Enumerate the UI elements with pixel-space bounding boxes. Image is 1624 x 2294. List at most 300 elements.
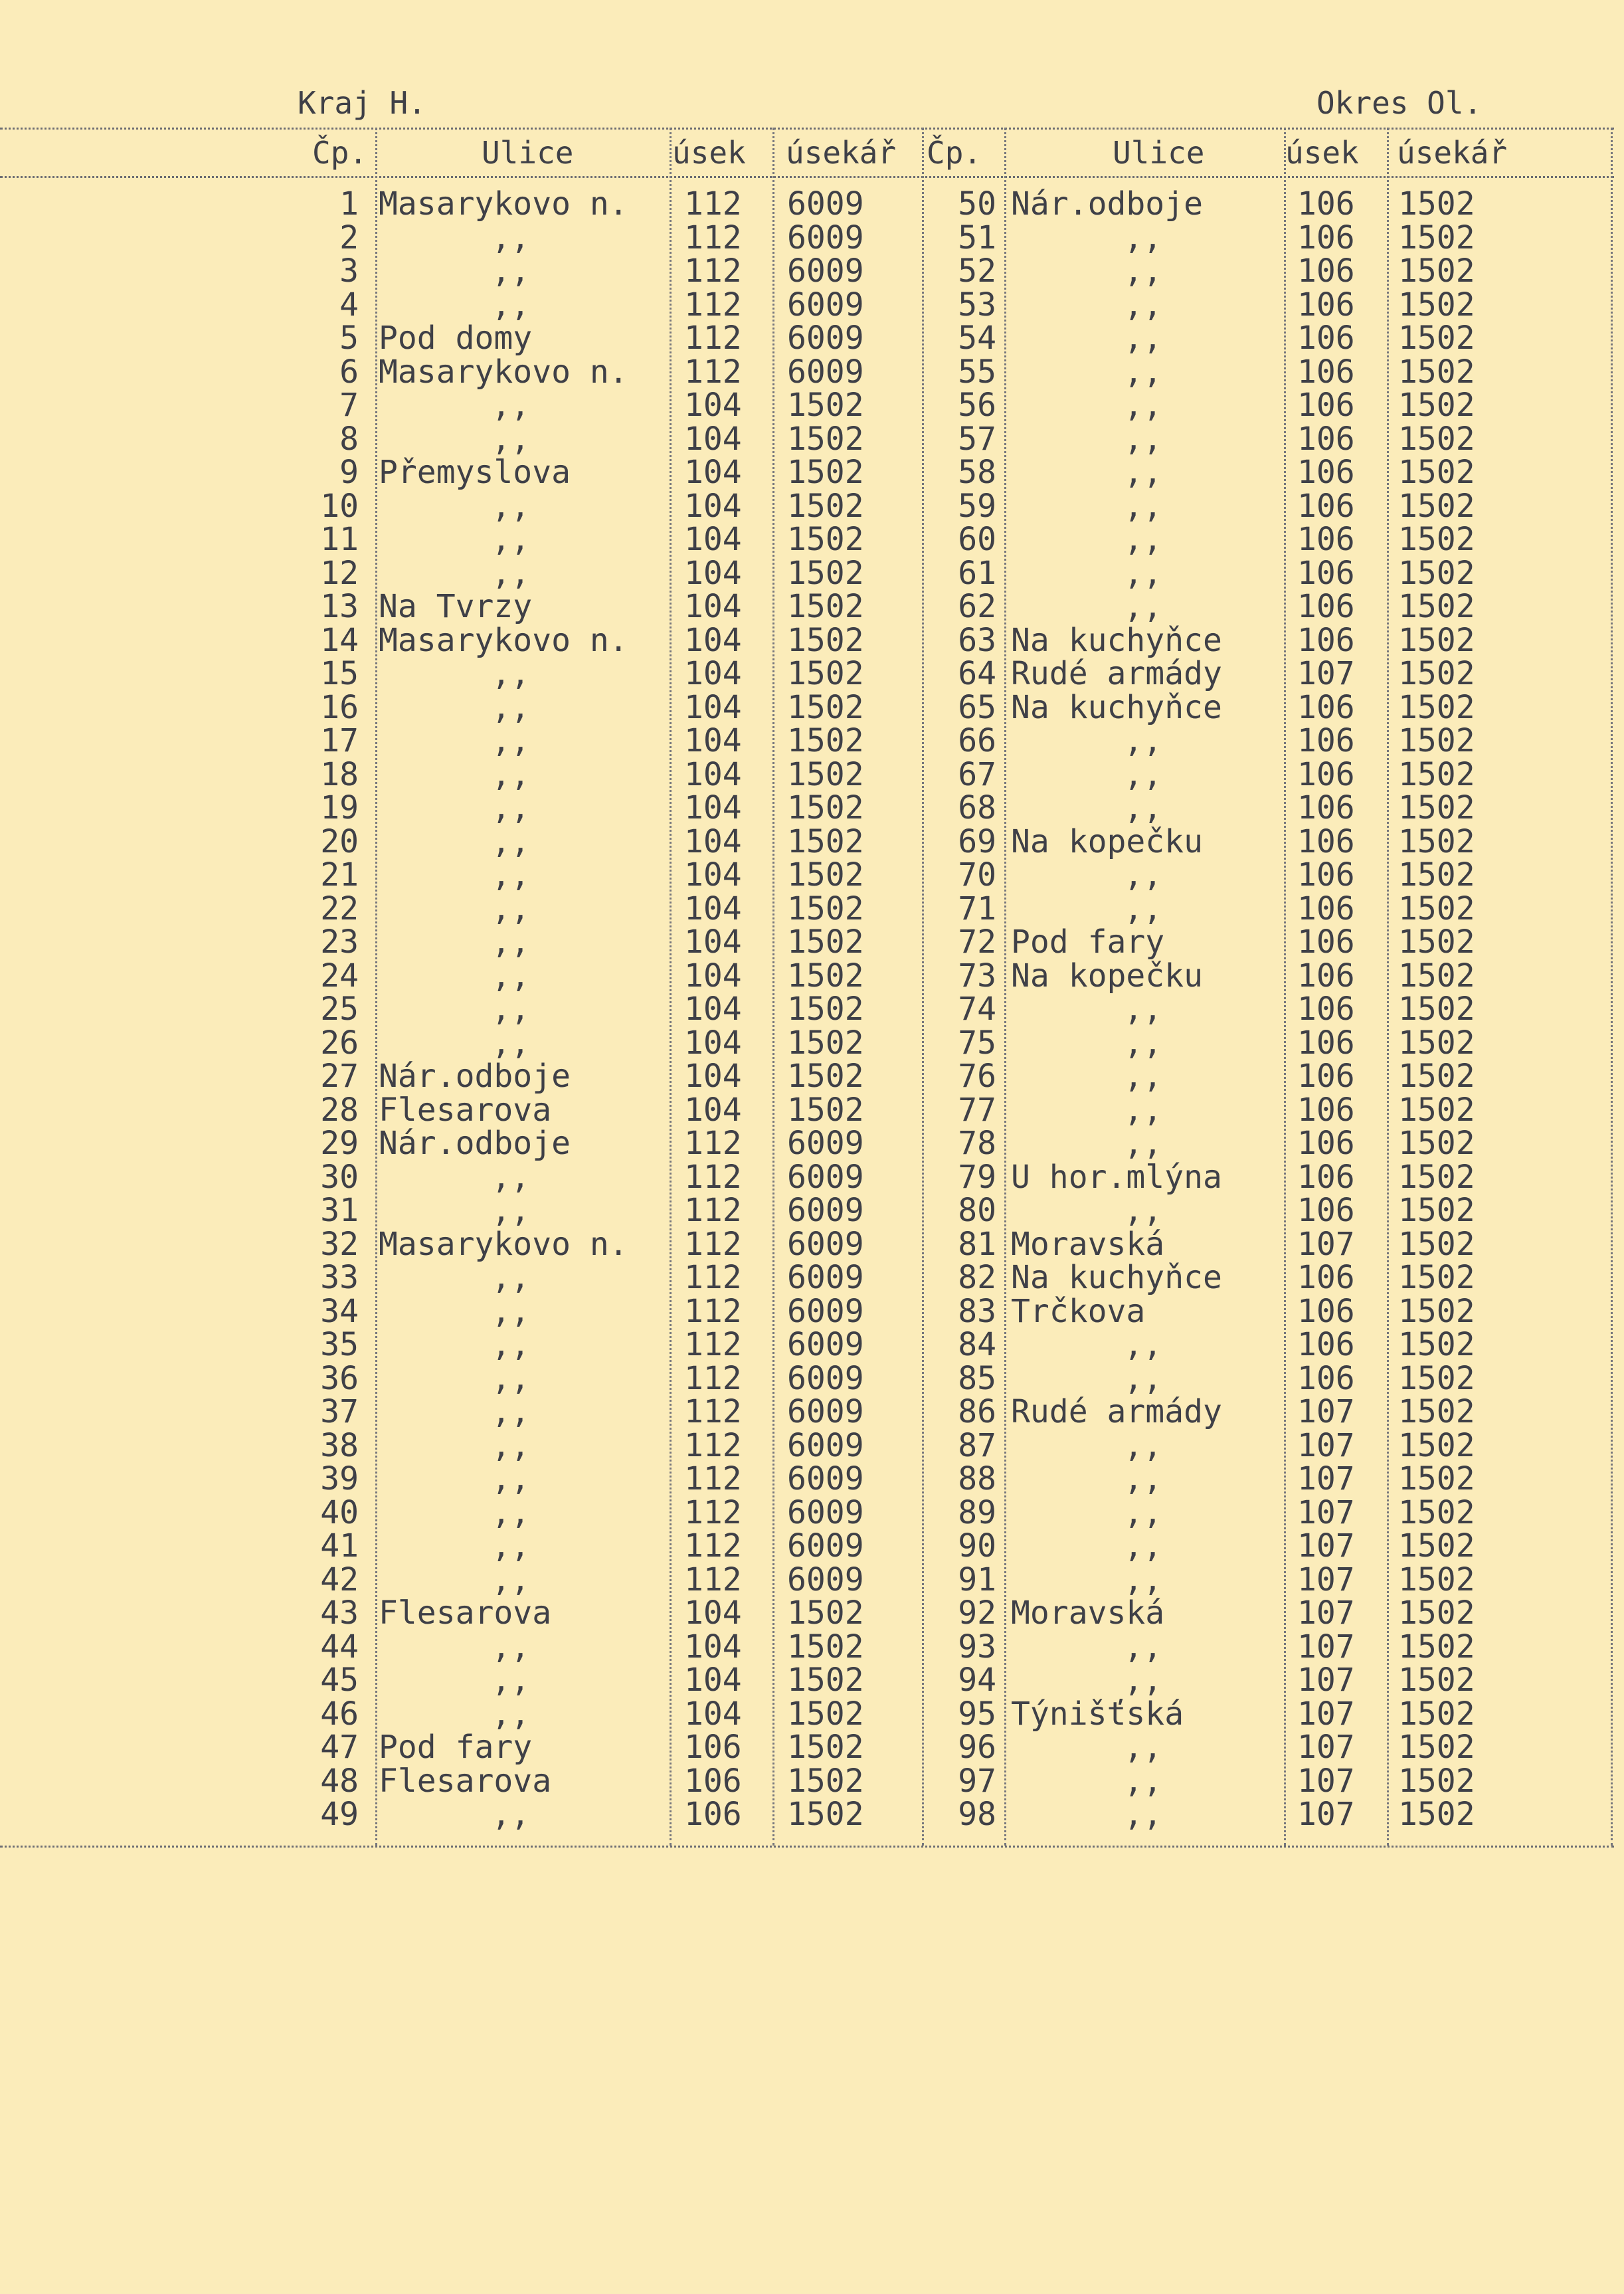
house-number-left: 12	[320, 554, 359, 592]
street-name-right: Pod fary	[1011, 923, 1165, 961]
usekar-value-right: 1502	[1398, 1493, 1475, 1531]
house-number-left: 36	[320, 1359, 359, 1397]
usekar-value-right: 1502	[1398, 688, 1475, 726]
usekar-value-right: 1502	[1398, 755, 1475, 793]
usekar-value-right: 1502	[1398, 1125, 1475, 1162]
table-row	[0, 322, 1624, 355]
table-row	[0, 1529, 1624, 1563]
street-name-right: ,,	[1124, 1729, 1162, 1766]
usekar-value-right: 1502	[1398, 1024, 1475, 1062]
usekar-value-left: 6009	[787, 1460, 864, 1497]
house-number-left: 6	[339, 353, 359, 391]
street-name-left: Nár.odboje	[379, 1125, 571, 1162]
street-name-left: ,,	[492, 1024, 530, 1062]
usek-value-right: 106	[1297, 454, 1355, 491]
usekar-value-left: 1502	[787, 1762, 864, 1800]
house-number-right: 76	[958, 1058, 996, 1095]
table-row	[0, 657, 1624, 691]
usek-value-right: 106	[1297, 789, 1355, 826]
usek-value-left: 104	[684, 789, 742, 826]
street-name-left: ,,	[492, 1662, 530, 1699]
street-name-right: ,,	[1124, 320, 1162, 357]
street-name-left: ,,	[492, 890, 530, 927]
usek-value-right: 107	[1297, 1426, 1355, 1464]
usekar-value-left: 6009	[787, 219, 864, 256]
usekar-value-left: 1502	[787, 923, 864, 961]
house-number-right: 82	[958, 1259, 996, 1296]
house-number-right: 95	[958, 1695, 996, 1733]
house-number-right: 71	[958, 890, 996, 927]
usekar-value-right: 1502	[1398, 521, 1475, 558]
usekar-value-right: 1502	[1398, 1561, 1475, 1598]
house-number-right: 50	[958, 185, 996, 223]
street-name-left: ,,	[492, 487, 530, 525]
street-name-right: ,,	[1124, 487, 1162, 525]
usekar-value-left: 6009	[787, 1259, 864, 1296]
table-row	[0, 1563, 1624, 1597]
table-row	[0, 755, 1624, 793]
usekar-value-left: 6009	[787, 1125, 864, 1162]
usekar-value-left: 1502	[787, 454, 864, 491]
street-name-left: ,,	[492, 1628, 530, 1666]
street-name-right: ,,	[1124, 1662, 1162, 1699]
street-name-left: ,,	[492, 1393, 530, 1430]
usekar-value-right: 1502	[1398, 1762, 1475, 1800]
street-name-left: ,,	[492, 1359, 530, 1397]
table-row	[0, 1359, 1624, 1397]
usekar-value-right: 1502	[1398, 420, 1475, 458]
street-name-left: ,,	[492, 420, 530, 458]
usek-value-left: 112	[684, 1326, 742, 1363]
usek-value-left: 112	[684, 1259, 742, 1296]
street-name-right: ,,	[1124, 1762, 1162, 1800]
table-row	[0, 1060, 1624, 1094]
usek-value-left: 112	[684, 219, 742, 256]
usek-value-left: 104	[684, 991, 742, 1028]
usek-value-left: 104	[684, 1628, 742, 1666]
house-number-right: 52	[958, 252, 996, 290]
house-number-left: 32	[320, 1225, 359, 1263]
house-number-right: 93	[958, 1628, 996, 1666]
table-row	[0, 1395, 1624, 1429]
street-name-right: ,,	[1124, 1527, 1162, 1565]
table-row	[0, 355, 1624, 389]
usek-value-right: 106	[1297, 1326, 1355, 1363]
usek-value-right: 106	[1297, 521, 1355, 558]
table-row	[0, 1664, 1624, 1697]
usekar-value-left: 1502	[787, 856, 864, 894]
usekar-value-left: 6009	[787, 1292, 864, 1330]
usek-value-right: 107	[1297, 1493, 1355, 1531]
house-number-left: 7	[339, 387, 359, 424]
house-number-left: 47	[320, 1729, 359, 1766]
house-number-left: 49	[320, 1796, 359, 1833]
usek-value-left: 104	[684, 1695, 742, 1733]
usek-value-left: 104	[684, 487, 742, 525]
house-number-left: 27	[320, 1058, 359, 1095]
street-name-right: ,,	[1124, 722, 1162, 759]
street-name-left: Na Tvrzy	[379, 588, 533, 625]
house-number-left: 45	[320, 1662, 359, 1699]
house-number-right: 85	[958, 1359, 996, 1397]
street-name-right: Rudé armády	[1011, 1393, 1222, 1430]
usekar-value-left: 6009	[787, 1158, 864, 1196]
usek-value-right: 106	[1297, 588, 1355, 625]
table-row	[0, 1194, 1624, 1228]
table-row	[0, 1127, 1624, 1161]
usek-value-right: 107	[1297, 1561, 1355, 1598]
house-number-left: 23	[320, 923, 359, 961]
col-header-ulice-left: Ulice	[482, 135, 574, 171]
usek-value-right: 106	[1297, 1292, 1355, 1330]
street-name-right: Na kopečku	[1011, 957, 1203, 995]
usek-value-left: 112	[684, 1125, 742, 1162]
street-name-left: ,,	[492, 1259, 530, 1296]
street-name-right: ,,	[1124, 521, 1162, 558]
house-number-right: 79	[958, 1158, 996, 1196]
usek-value-right: 106	[1297, 487, 1355, 525]
table-row	[0, 1762, 1624, 1800]
house-number-left: 28	[320, 1091, 359, 1129]
street-name-right: ,,	[1124, 219, 1162, 256]
col-header-usek-left: úsek	[672, 135, 746, 171]
usekar-value-left: 1502	[787, 588, 864, 625]
usekar-value-right: 1502	[1398, 1058, 1475, 1095]
usek-value-right: 107	[1297, 1796, 1355, 1833]
street-name-left: ,,	[492, 1527, 530, 1565]
usekar-value-right: 1502	[1398, 219, 1475, 256]
usekar-value-left: 1502	[787, 420, 864, 458]
col-header-usekar-left: úsekář	[786, 135, 897, 171]
house-number-right: 59	[958, 487, 996, 525]
usekar-value-right: 1502	[1398, 890, 1475, 927]
street-name-right: ,,	[1124, 1628, 1162, 1666]
usekar-value-right: 1502	[1398, 1460, 1475, 1497]
table-row	[0, 822, 1624, 860]
street-name-left: ,,	[492, 286, 530, 324]
street-name-left: ,,	[492, 923, 530, 961]
table-row	[0, 1426, 1624, 1464]
house-number-left: 8	[339, 420, 359, 458]
house-number-right: 80	[958, 1192, 996, 1229]
street-name-right: ,,	[1124, 286, 1162, 324]
usek-value-left: 112	[684, 1192, 742, 1229]
house-number-right: 65	[958, 688, 996, 726]
table-row	[0, 1596, 1624, 1630]
street-name-left: ,,	[492, 387, 530, 424]
usek-value-left: 104	[684, 1024, 742, 1062]
street-name-left: ,,	[492, 991, 530, 1028]
house-number-right: 74	[958, 991, 996, 1028]
usekar-value-right: 1502	[1398, 1326, 1475, 1363]
usekar-value-right: 1502	[1398, 722, 1475, 759]
house-number-right: 66	[958, 722, 996, 759]
usek-value-right: 106	[1297, 991, 1355, 1028]
street-name-left: ,,	[492, 755, 530, 793]
usekar-value-left: 1502	[787, 991, 864, 1028]
col-header-usek-right: úsek	[1285, 135, 1359, 171]
usekar-value-right: 1502	[1398, 991, 1475, 1028]
street-name-left: ,,	[492, 856, 530, 894]
house-number-left: 22	[320, 890, 359, 927]
usekar-value-left: 1502	[787, 890, 864, 927]
house-number-left: 4	[339, 286, 359, 324]
usek-value-left: 104	[684, 688, 742, 726]
usek-value-right: 106	[1297, 822, 1355, 860]
usekar-value-right: 1502	[1398, 621, 1475, 659]
house-number-left: 40	[320, 1493, 359, 1531]
usekar-value-left: 1502	[787, 387, 864, 424]
usekar-value-right: 1502	[1398, 320, 1475, 357]
kraj-label: Kraj H.	[298, 85, 426, 121]
usekar-value-left: 6009	[787, 1561, 864, 1598]
usek-value-left: 104	[684, 1058, 742, 1095]
table-row	[0, 1328, 1624, 1362]
okres-label: Okres Ol.	[1316, 85, 1483, 121]
usek-value-left: 104	[684, 621, 742, 659]
col-header-usekar-right: úsekář	[1397, 135, 1508, 171]
house-number-left: 16	[320, 688, 359, 726]
usekar-value-left: 1502	[787, 755, 864, 793]
usekar-value-right: 1502	[1398, 789, 1475, 826]
usekar-value-left: 6009	[787, 286, 864, 324]
street-name-right: ,,	[1124, 890, 1162, 927]
usek-value-left: 112	[684, 1158, 742, 1196]
street-name-left: Flesarova	[379, 1762, 552, 1800]
usekar-value-right: 1502	[1398, 554, 1475, 592]
usekar-value-right: 1502	[1398, 1158, 1475, 1196]
top-rule	[0, 128, 1614, 130]
house-number-left: 35	[320, 1326, 359, 1363]
street-name-left: Přemyslova	[379, 454, 571, 491]
street-name-right: Na kuchyňce	[1011, 688, 1222, 726]
usekar-value-right: 1502	[1398, 1192, 1475, 1229]
house-number-right: 86	[958, 1393, 996, 1430]
street-name-left: ,,	[492, 1460, 530, 1497]
street-name-left: ,,	[492, 1561, 530, 1598]
usekar-value-right: 1502	[1398, 588, 1475, 625]
street-name-right: Trčkova	[1011, 1292, 1146, 1330]
street-name-right: ,,	[1124, 1561, 1162, 1598]
usekar-value-right: 1502	[1398, 1359, 1475, 1397]
house-number-left: 29	[320, 1125, 359, 1162]
table-row	[0, 959, 1624, 993]
usekar-value-left: 1502	[787, 789, 864, 826]
house-number-right: 77	[958, 1091, 996, 1129]
usek-value-left: 104	[684, 856, 742, 894]
usek-value-left: 104	[684, 722, 742, 759]
usekar-value-left: 1502	[787, 1058, 864, 1095]
usek-value-right: 106	[1297, 353, 1355, 391]
street-name-right: Týnišťská	[1011, 1695, 1184, 1733]
street-name-right: ,,	[1124, 588, 1162, 625]
table-row	[0, 523, 1624, 557]
usek-value-right: 106	[1297, 219, 1355, 256]
usek-value-left: 112	[684, 353, 742, 391]
usekar-value-right: 1502	[1398, 487, 1475, 525]
house-number-right: 60	[958, 521, 996, 558]
usekar-value-left: 1502	[787, 688, 864, 726]
street-name-right: Na kuchyňce	[1011, 1259, 1222, 1296]
house-number-left: 11	[320, 521, 359, 558]
usekar-value-left: 1502	[787, 554, 864, 592]
usekar-value-right: 1502	[1398, 1426, 1475, 1464]
house-number-left: 25	[320, 991, 359, 1028]
table-row	[0, 456, 1624, 490]
usekar-value-left: 6009	[787, 252, 864, 290]
usekar-value-right: 1502	[1398, 454, 1475, 491]
usekar-value-right: 1502	[1398, 923, 1475, 961]
table-row	[0, 791, 1624, 825]
table-row	[0, 288, 1624, 322]
register-table	[0, 187, 1624, 1832]
street-name-left: Pod fary	[379, 1729, 533, 1766]
usekar-value-right: 1502	[1398, 655, 1475, 692]
house-number-right: 81	[958, 1225, 996, 1263]
usekar-value-left: 1502	[787, 521, 864, 558]
house-number-left: 30	[320, 1158, 359, 1196]
usek-value-right: 107	[1297, 1527, 1355, 1565]
house-number-right: 67	[958, 755, 996, 793]
table-row	[0, 1225, 1624, 1263]
house-number-right: 97	[958, 1762, 996, 1800]
usek-value-left: 112	[684, 1527, 742, 1565]
table-row	[0, 858, 1624, 892]
street-name-left: ,,	[492, 554, 530, 592]
house-number-left: 34	[320, 1292, 359, 1330]
house-number-right: 53	[958, 286, 996, 324]
usek-value-right: 107	[1297, 1662, 1355, 1699]
usek-value-right: 106	[1297, 1125, 1355, 1162]
usekar-value-right: 1502	[1398, 1091, 1475, 1129]
usekar-value-left: 1502	[787, 957, 864, 995]
street-name-left: Flesarova	[379, 1091, 552, 1129]
usekar-value-left: 1502	[787, 1024, 864, 1062]
usek-value-left: 104	[684, 420, 742, 458]
table-row	[0, 1731, 1624, 1765]
house-number-left: 19	[320, 789, 359, 826]
usek-value-left: 104	[684, 1662, 742, 1699]
house-number-left: 20	[320, 822, 359, 860]
usek-value-right: 107	[1297, 655, 1355, 692]
house-number-left: 33	[320, 1259, 359, 1296]
usek-value-right: 106	[1297, 1058, 1355, 1095]
street-name-left: Masarykovo n.	[379, 353, 628, 391]
table-row	[0, 590, 1624, 624]
col-header-cp-right: Čp.	[927, 135, 982, 171]
usekar-value-left: 6009	[787, 1527, 864, 1565]
usekar-value-left: 6009	[787, 1326, 864, 1363]
table-row	[0, 724, 1624, 758]
house-number-right: 69	[958, 822, 996, 860]
usek-value-right: 107	[1297, 1729, 1355, 1766]
usek-value-left: 112	[684, 1493, 742, 1531]
house-number-right: 94	[958, 1662, 996, 1699]
house-number-right: 87	[958, 1426, 996, 1464]
usekar-value-right: 1502	[1398, 1662, 1475, 1699]
table-row	[0, 1462, 1624, 1496]
usekar-value-left: 6009	[787, 1426, 864, 1464]
usekar-value-left: 6009	[787, 1225, 864, 1263]
usek-value-left: 104	[684, 957, 742, 995]
street-name-left: ,,	[492, 252, 530, 290]
usekar-value-right: 1502	[1398, 185, 1475, 223]
street-name-right: ,,	[1124, 1426, 1162, 1464]
usekar-value-left: 1502	[787, 621, 864, 659]
street-name-left: Masarykovo n.	[379, 621, 628, 659]
house-number-right: 57	[958, 420, 996, 458]
usekar-value-left: 1502	[787, 1662, 864, 1699]
usek-value-right: 106	[1297, 320, 1355, 357]
house-number-left: 3	[339, 252, 359, 290]
street-name-right: ,,	[1124, 1493, 1162, 1531]
house-number-right: 70	[958, 856, 996, 894]
house-number-right: 78	[958, 1125, 996, 1162]
usek-value-left: 112	[684, 252, 742, 290]
usek-value-right: 106	[1297, 755, 1355, 793]
house-number-left: 26	[320, 1024, 359, 1062]
usekar-value-left: 1502	[787, 1695, 864, 1733]
usekar-value-right: 1502	[1398, 1628, 1475, 1666]
usek-value-right: 107	[1297, 1393, 1355, 1430]
street-name-right: ,,	[1124, 353, 1162, 391]
usekar-value-left: 6009	[787, 320, 864, 357]
house-number-left: 44	[320, 1628, 359, 1666]
usek-value-left: 112	[684, 1426, 742, 1464]
street-name-right: ,,	[1124, 420, 1162, 458]
usekar-value-left: 6009	[787, 1393, 864, 1430]
table-row	[0, 925, 1624, 959]
street-name-left: ,,	[492, 521, 530, 558]
usek-value-right: 107	[1297, 1628, 1355, 1666]
street-name-left: ,,	[492, 822, 530, 860]
usek-value-left: 106	[684, 1762, 742, 1800]
house-number-left: 39	[320, 1460, 359, 1497]
usek-value-left: 104	[684, 923, 742, 961]
street-name-left: ,,	[492, 789, 530, 826]
usek-value-right: 107	[1297, 1594, 1355, 1632]
usek-value-right: 106	[1297, 957, 1355, 995]
house-number-left: 5	[339, 320, 359, 357]
house-number-right: 62	[958, 588, 996, 625]
street-name-left: ,,	[492, 1158, 530, 1196]
usek-value-right: 107	[1297, 1762, 1355, 1800]
usekar-value-left: 1502	[787, 655, 864, 692]
usekar-value-right: 1502	[1398, 286, 1475, 324]
house-number-left: 9	[339, 454, 359, 491]
street-name-right: ,,	[1124, 856, 1162, 894]
house-number-right: 75	[958, 1024, 996, 1062]
col-header-ulice-right: Ulice	[1113, 135, 1205, 171]
usek-value-left: 112	[684, 1292, 742, 1330]
street-name-right: U hor.mlýna	[1011, 1158, 1222, 1196]
house-number-left: 1	[339, 185, 359, 223]
usekar-value-left: 6009	[787, 1493, 864, 1531]
house-number-right: 84	[958, 1326, 996, 1363]
usek-value-right: 106	[1297, 1158, 1355, 1196]
house-number-left: 17	[320, 722, 359, 759]
usek-value-right: 106	[1297, 252, 1355, 290]
table-row	[0, 892, 1624, 926]
usekar-value-right: 1502	[1398, 387, 1475, 424]
usekar-value-left: 6009	[787, 353, 864, 391]
table-row	[0, 1261, 1624, 1295]
usekar-value-left: 1502	[787, 487, 864, 525]
house-number-left: 42	[320, 1561, 359, 1598]
street-name-left: ,,	[492, 1292, 530, 1330]
street-name-right: ,,	[1124, 1125, 1162, 1162]
usek-value-left: 104	[684, 755, 742, 793]
